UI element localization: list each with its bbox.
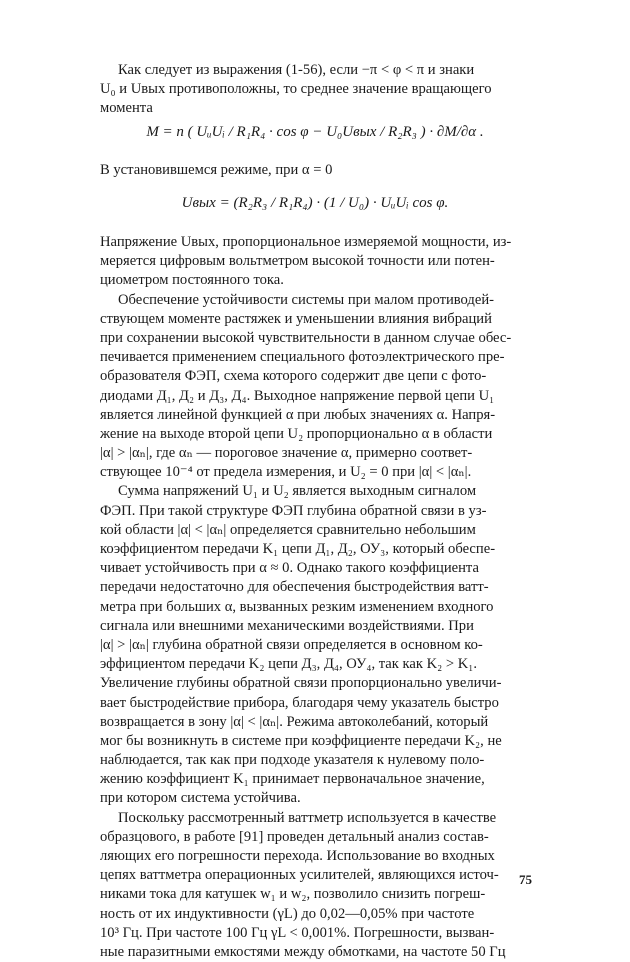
text-line: является линейной функцией α при любых значениях α. Напря-: [100, 406, 496, 423]
text-line: наблюдается, так как при подходе указателя к нулевому поло-: [100, 752, 485, 769]
text-line: |α| > |αₙ| глубина обратной связи определяется в основном ко-: [100, 636, 483, 653]
text-line: |α| > |αₙ|, где αₙ — пороговое значение α, примерно соответ-: [100, 445, 473, 462]
text-line: жению коэффициент K₁ принимает первоначальное значение,: [100, 771, 485, 788]
text-line: диодами Д₁, Д₂ и Д₃, Д₄. Выходное напряжение первой цепи U₁: [100, 387, 495, 404]
text-line: метра при больших α, вызванных резким изменением входного: [100, 598, 494, 615]
paragraph-body: [100, 233, 562, 962]
page-number: 75: [519, 872, 532, 887]
text-line: мог бы возникнуть в системе при коэффициенте передачи K₂, не: [100, 732, 502, 749]
text-line: возвращается в зону |α| < |αₙ|. Режима автоколебаний, который: [100, 713, 489, 730]
text-line: никами тока для катушек w₁ и w₂, позволило снизить погреш-: [100, 886, 486, 903]
text-line: коэффициентом передачи K₁ цепи Д₁, Д₂, ОУ₃, который обеспе-: [100, 541, 496, 557]
formula-output-voltage: Uвых = (R₂R₃ / R₁R₄) · (1 / U₀) · UᵤUᵢ cos φ.: [181, 195, 449, 211]
text-line: Поскольку рассмотренный ваттметр используется в качестве: [118, 809, 497, 826]
text-line: чивает устойчивость при α ≈ 0. Однако такого коэффициента: [100, 560, 479, 577]
formula-torque: M = n ( UᵤUᵢ / R₁R₄ · cos φ − U₀Uвых / R₂R₃ ) · ∂M/∂α .: [146, 124, 484, 140]
paragraph-steady: [100, 161, 562, 180]
text-line: эффициентом передачи K₂ цепи Д₃, Д₄, ОУ₄, так как K₂ > K₁.: [100, 656, 478, 673]
text-line: кой области |α| < |αₙ| определяется сравнительно небольшим: [100, 521, 476, 538]
text-line: вает быстродействие прибора, благодаря чему указатель быстро: [100, 694, 499, 711]
text-line: ность от их индуктивности (γL) до 0,02—0,05% при частоте: [100, 905, 475, 922]
text-line: передачи недостаточно для обеспечения быстродействия ватт-: [100, 579, 489, 596]
paragraph-intro: [100, 61, 562, 119]
text-line: жение на выходе второй цепи U₂ пропорционально α в области: [100, 425, 493, 442]
text-line: 10³ Гц. При частоте 100 Гц γL < 0,001%. Погрешности, вызван-: [100, 924, 495, 941]
text-line: образцового, в работе [91] проведен детальный анализ состав-: [100, 828, 489, 845]
text-line: меряется цифровым вольтметром высокой точности или потен-: [100, 253, 495, 270]
text-line: Увеличение глубины обратной связи пропорционально увеличи-: [100, 675, 502, 692]
text-line: ствующее 10⁻⁴ от предела измерения, и U₂ = 0 при |α| < |αₙ|.: [100, 464, 472, 481]
text-line: циометром постоянного тока.: [100, 272, 284, 289]
text-line: Напряжение Uвых, пропорциональное измеряемой мощности, из-: [100, 234, 512, 250]
text-line: момента: [100, 100, 153, 117]
text-line: печивается применением специального фотоэлектрического пре-: [100, 349, 505, 366]
text-line: Обеспечение устойчивости системы при малом противодей-: [118, 291, 494, 308]
text-line: цепях ваттметра операционных усилителей, являющихся источ-: [100, 867, 499, 884]
text-line: при сохранении высокой чувствительности в данном случае обес-: [100, 329, 512, 346]
text-line: ляющих его погрешности перехода. Использование во входных: [100, 848, 495, 864]
text-line: ФЭП. При такой структуре ФЭП глубина обратной связи в уз-: [100, 502, 487, 519]
text-line: ные паразитными емкостями между обмотками, на частоте 50 Гц: [100, 943, 506, 960]
text-line: при котором система устойчива.: [100, 790, 301, 807]
text-line: U₀ и Uвых противоположны, то среднее значение вращающего: [100, 81, 492, 98]
text-line: В установившемся режиме, при α = 0: [100, 162, 333, 178]
text-line: образователя ФЭП, схема которого содержит две цепи с фото-: [100, 368, 487, 385]
text-line: Как следует из выражения (1-56), если −π < φ < π и знаки: [118, 62, 475, 78]
text-line: Сумма напряжений U₁ и U₂ является выходным сигналом: [118, 483, 477, 500]
text-line: сигнала или внешними механическими воздействиями. При: [100, 617, 474, 634]
text-line: ствующем моменте растяжек и уменьшении влияния вибраций: [100, 310, 492, 327]
